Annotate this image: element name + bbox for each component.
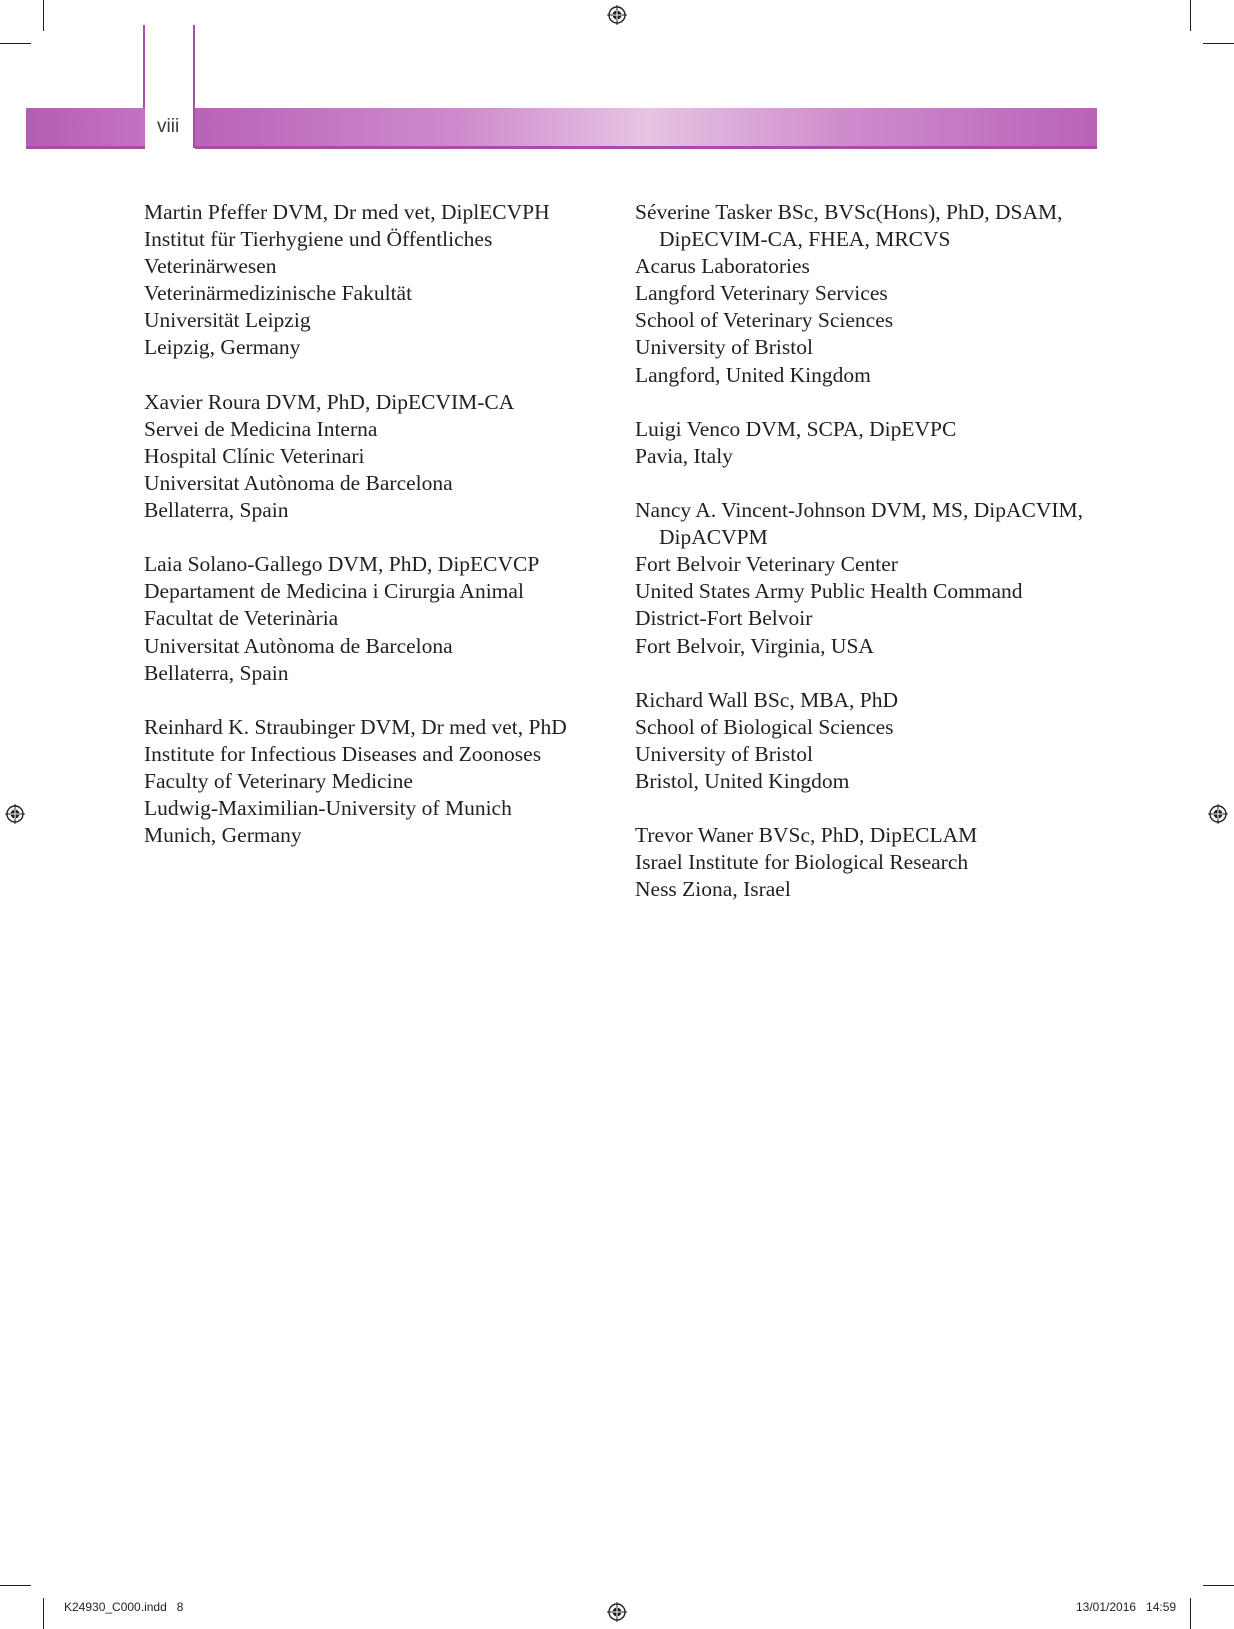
crop-mark-bottom-left-h [0,1585,31,1586]
affiliation-line: Fort Belvoir, Virginia, USA [635,633,874,658]
contributor-name: Richard Wall BSc, MBA, PhD [635,687,899,712]
crop-mark-top-left-h [0,43,31,44]
registration-mark-right-icon [1208,804,1228,824]
header-band-rule [195,146,1097,149]
affiliation-line: Israel Institute for Biological Research [635,850,969,875]
affiliation-line: Pavia, Italy [635,443,733,468]
contributor-name: Trevor Waner BVSc, PhD, DipECLAM [635,823,978,848]
registration-mark-left-icon [5,804,25,824]
affiliation-line: Bellaterra, Spain [144,498,289,523]
page-number: viii [157,116,180,137]
contributor-entry [635,822,1105,903]
registration-mark-bottom-icon [607,1602,627,1622]
contributor-entry [144,551,614,686]
affiliation-line: Servei de Medicina Interna [144,416,378,441]
affiliation-line: School of Biological Sciences [635,714,894,739]
contributor-name: Laia Solano-Gallego DVM, PhD, DipECVCP [144,552,540,577]
affiliation-line: School of Veterinary Sciences [635,308,894,333]
affiliation-line: Veterinärmedizinische Fakultät [144,281,413,306]
contributor-entry [144,714,614,849]
affiliation-line: Langford, United Kingdom [635,362,871,387]
contributor-entry [635,416,1105,470]
crop-mark-top-right-v [1190,0,1191,31]
header-band-left-rule [26,146,145,149]
contributors-column-right [635,199,1105,931]
registration-mark-top-icon [607,5,627,25]
contributors-column-left [144,199,614,876]
affiliation-line: Institute for Infectious Diseases and Zoonoses [144,741,542,766]
affiliation-line: University of Bristol [635,741,813,766]
affiliation-line: Ness Ziona, Israel [635,877,791,902]
contributor-entry [144,389,614,524]
affiliation-line: Faculty of Veterinary Medicine [144,768,413,793]
header-band [195,108,1097,146]
affiliation-line: Institut für Tierhygiene und Öffentliches [144,227,493,252]
affiliation-line: Departament de Medicina i Cirurgia Animal [144,579,524,604]
contributor-name: Nancy A. Vincent-Johnson DVM, MS, DipACVIM, [635,498,1084,523]
slug-file-info: K24930_C000.indd 8 [64,1600,184,1614]
affiliation-line: Acarus Laboratories [635,254,810,279]
contributor-entry [635,687,1105,795]
contributor-entry [635,497,1105,660]
contributor-entry [635,199,1105,389]
contributor-name: Reinhard K. Straubinger DVM, Dr med vet, PhD [144,714,567,739]
contributor-name-continued: DipECVIM-CA, FHEA, MRCVS [659,227,951,252]
slug-date-info: 13/01/2016 14:59 [1076,1600,1177,1614]
affiliation-line: Universität Leipzig [144,308,311,333]
contributor-name: Luigi Venco DVM, SCPA, DipEVPC [635,416,957,441]
affiliation-line: Fort Belvoir Veterinary Center [635,552,898,577]
affiliation-line: Universitat Autònoma de Barcelona [144,633,453,658]
affiliation-line: District-Fort Belvoir [635,606,813,631]
affiliation-line: Hospital Clínic Veterinari [144,443,365,468]
contributor-name: Séverine Tasker BSc, BVSc(Hons), PhD, DSAM, [635,200,1063,224]
contributor-entry [144,199,614,362]
affiliation-line: Ludwig-Maximilian-University of Munich [144,796,512,821]
crop-mark-top-left-v [43,0,44,31]
crop-mark-bottom-right-h [1203,1585,1234,1586]
crop-mark-bottom-left-v [43,1598,44,1629]
crop-mark-bottom-right-v [1190,1598,1191,1629]
affiliation-line: Veterinärwesen [144,254,277,279]
affiliation-line: Munich, Germany [144,823,302,848]
affiliation-line: Bellaterra, Spain [144,660,289,685]
contributor-name: Xavier Roura DVM, PhD, DipECVIM-CA [144,389,515,414]
crop-mark-top-right-h [1203,43,1234,44]
affiliation-line: Langford Veterinary Services [635,281,888,306]
contributor-name: Martin Pfeffer DVM, Dr med vet, DiplECVPH [144,200,550,224]
contributor-name-continued: DipACVPM [659,525,768,550]
affiliation-line: United States Army Public Health Command [635,579,1023,604]
affiliation-line: Universitat Autònoma de Barcelona [144,470,453,495]
header-band-left [26,108,145,146]
affiliation-line: Leipzig, Germany [144,335,301,360]
affiliation-line: University of Bristol [635,335,813,360]
affiliation-line: Bristol, United Kingdom [635,768,850,793]
affiliation-line: Facultat de Veterinària [144,606,339,631]
